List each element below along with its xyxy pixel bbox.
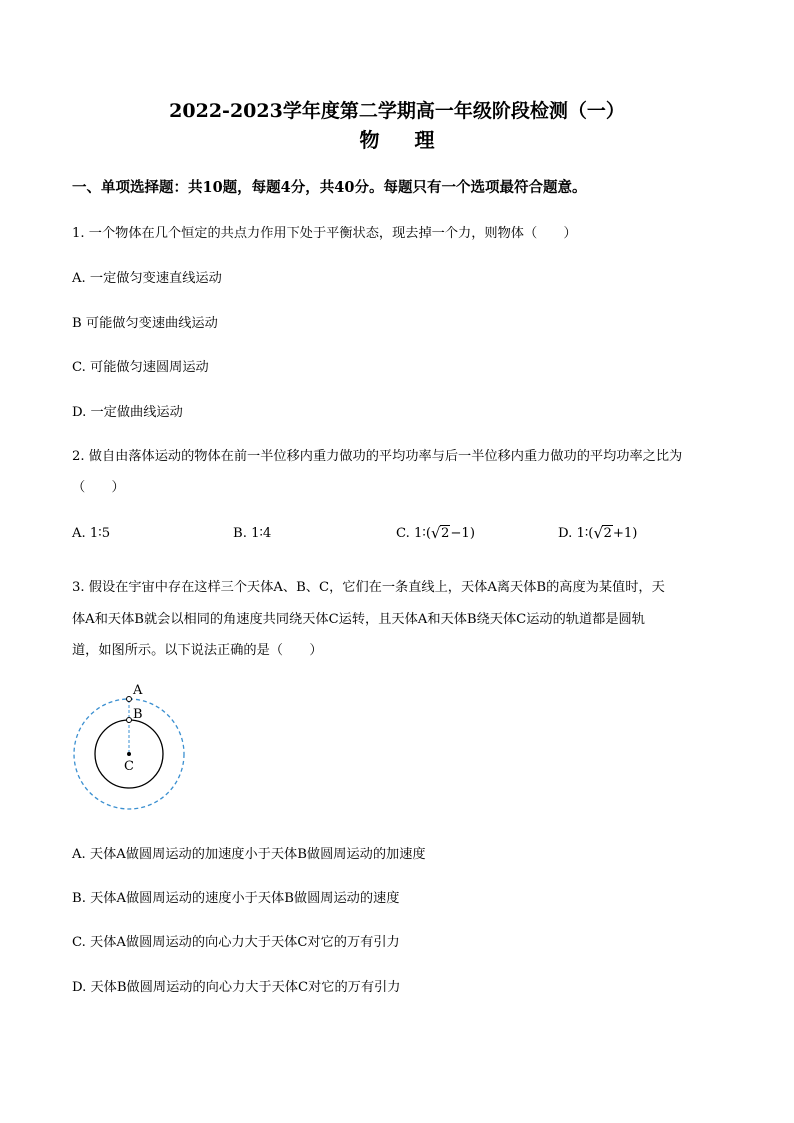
question-3-option-c: C. 天体A做圆周运动的向心力大于天体C对它的万有引力	[72, 935, 400, 950]
question-1-option-a: A. 一定做匀变速直线运动	[72, 271, 222, 286]
option-d-suffix: +1)	[612, 526, 638, 541]
question-3-stem-line3: 道，如图所示。以下说法正确的是（ ）	[72, 643, 323, 658]
question-2-option-b: B. 1∶4	[233, 526, 272, 541]
sqrt-value: 2	[603, 526, 612, 541]
sqrt-value: 2	[440, 526, 450, 541]
label-a: A	[133, 683, 143, 698]
question-1-option-c: C. 可能做匀速圆周运动	[72, 360, 209, 375]
orbit-figure	[70, 680, 190, 810]
question-3-stem-line2: 体A和天体B就会以相同的角速度共同绕天体C运转，且天体A和天体B绕天体C运动的轨道都是圆轨	[72, 612, 645, 627]
question-3-stem-line1: 3. 假设在宇宙中存在这样三个天体A、B、C，它们在一条直线上，天体A离天体B的高度为某值时，天	[72, 580, 665, 595]
question-1-option-d: D. 一定做曲线运动	[72, 405, 183, 420]
question-3-option-a: A. 天体A做圆周运动的加速度小于天体B做圆周运动的加速度	[72, 847, 426, 862]
label-c: C	[124, 759, 134, 774]
option-c-suffix: −1)	[450, 526, 475, 541]
question-2-stem-line2: （ ）	[72, 480, 125, 495]
body-a-point	[127, 697, 132, 702]
question-3-option-d: D. 天体B做圆周运动的向心力大于天体C对它的万有引力	[72, 980, 401, 995]
question-1-stem: 1. 一个物体在几个恒定的共点力作用下处于平衡状态，现去掉一个力，则物体（ ）	[72, 226, 577, 241]
body-c-point	[127, 752, 131, 756]
option-c-prefix: C. 1∶(	[396, 526, 431, 541]
body-b-point	[127, 718, 132, 723]
page-title: 2022-2023学年度第二学期高一年级阶段检测（一）	[169, 100, 625, 122]
option-d-prefix: D. 1∶(	[558, 526, 594, 541]
label-b: B	[133, 707, 143, 722]
question-1-option-b: B 可能做匀变速曲线运动	[72, 316, 218, 331]
sqrt-symbol: √ 2	[430, 524, 450, 542]
question-2-option-d	[558, 526, 637, 541]
question-2-stem-line1: 2. 做自由落体运动的物体在前一半位移内重力做功的平均功率与后一半位移内重力做功的平均功率之比为	[72, 449, 683, 464]
subject-title: 物 理	[359, 128, 449, 152]
section-heading: 一、单项选择题：共10题，每题4分，共40分。每题只有一个选项最符合题意。	[72, 179, 587, 196]
question-3-option-b: B. 天体A做圆周运动的速度小于天体B做圆周运动的速度	[72, 891, 400, 906]
sqrt-symbol: √ 2	[593, 524, 612, 542]
orbit-diagram	[70, 680, 190, 810]
question-2-option-a: A. 1∶5	[72, 526, 111, 541]
question-2-option-c	[396, 526, 475, 541]
